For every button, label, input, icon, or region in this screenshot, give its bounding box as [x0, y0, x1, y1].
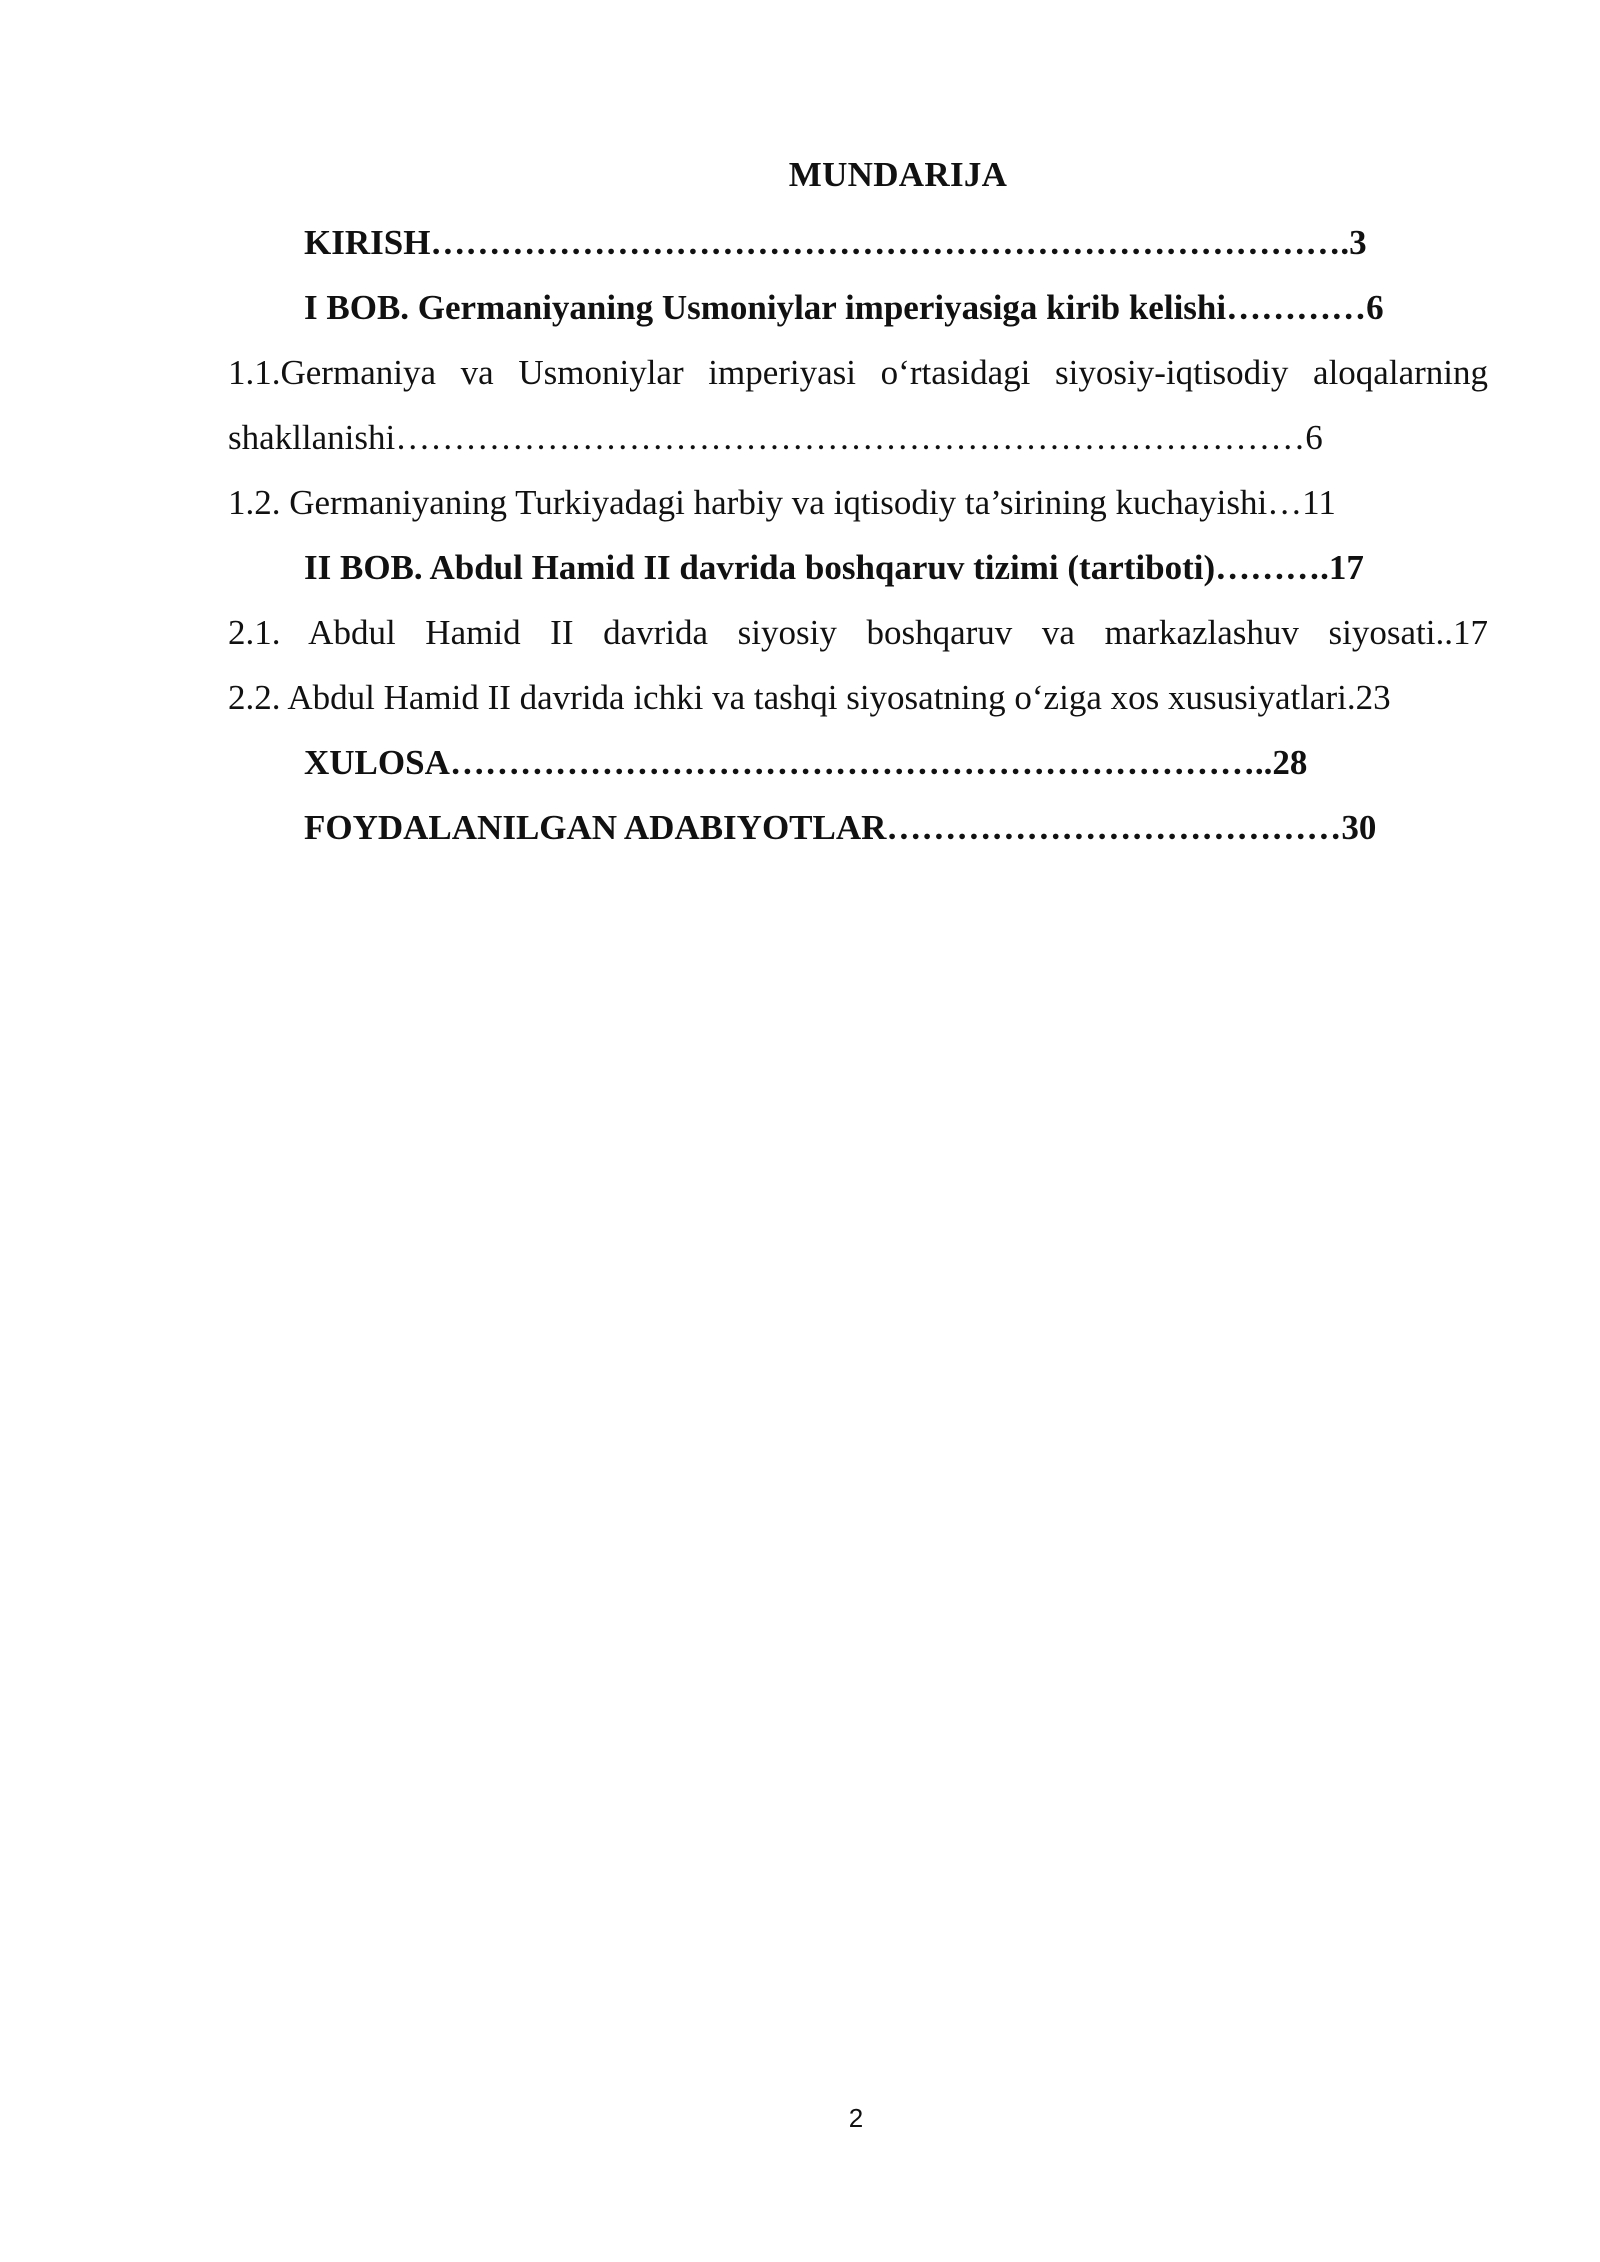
page-number: 2: [848, 2103, 864, 2133]
toc-entry-section-1-1: 1.1.Germaniya va Usmoniylar imperiyasi o‘rtasidagi siyosiy-iqtisodiy aloqalarning: [228, 353, 1488, 392]
toc-entry-section-1-1-continued: shakllanishi……………………………………………………………………6: [228, 418, 1323, 457]
toc-entry-kirish: KIRISH…………………………………………………………………….3: [304, 223, 1367, 262]
toc-entry-section-1-2: 1.2. Germaniyaning Turkiyadagi harbiy va iqtisodiy ta’sirining kuchayishi…11: [228, 483, 1336, 522]
toc-entry-chapter-2: II BOB. Abdul Hamid II davrida boshqaruv tizimi (tartiboti)……….17: [304, 548, 1364, 587]
table-of-contents: [228, 210, 1488, 860]
toc-entry-chapter-1: I BOB. Germaniyaning Usmoniylar imperiyasiga kirib kelishi…………6: [304, 288, 1384, 327]
toc-entry-xulosa: XULOSA……………………………………………………………..28: [304, 743, 1308, 782]
toc-title: MUNDARIJA: [788, 155, 1008, 194]
toc-entry-section-2-1: 2.1. Abdul Hamid II davrida siyosiy boshqaruv va markazlashuv siyosati..17: [228, 613, 1488, 652]
toc-entry-section-2-2: 2.2. Abdul Hamid II davrida ichki va tashqi siyosatning o‘ziga xos xususiyatlari.23: [228, 678, 1391, 717]
toc-entry-references: FOYDALANILGAN ADABIYOTLAR…………………………………30: [304, 808, 1377, 847]
